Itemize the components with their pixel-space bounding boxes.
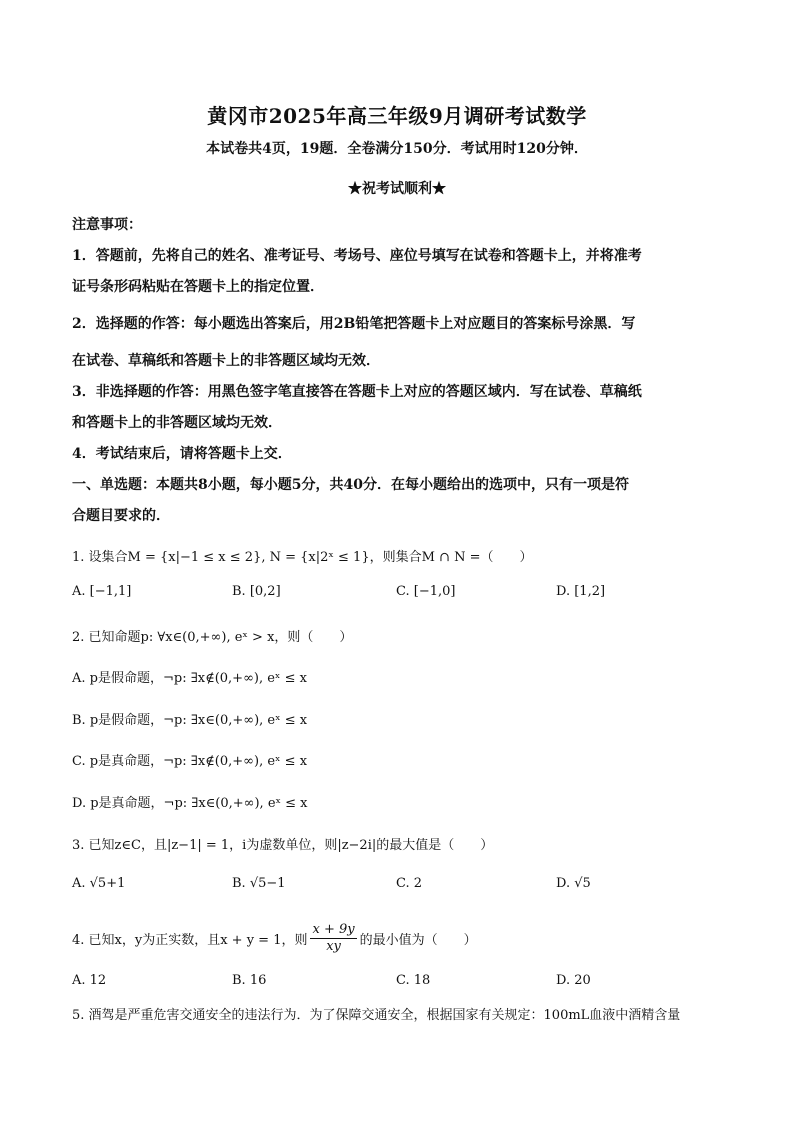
question-3-option-a: A. √5+1 (72, 876, 126, 891)
exam-info: 本试卷共4页，19题．全卷满分150分．考试用时120分钟． (206, 141, 588, 157)
question-4-option-c: C. 18 (396, 973, 431, 988)
page-title: 黄冈市2025年高三年级9月调研考试数学 (207, 104, 587, 128)
question-1-option-d: D. [1,2] (556, 584, 606, 599)
note-3-line-2: 和答题卡上的非答题区域均无效． (72, 415, 282, 431)
fraction-denominator: xy (326, 938, 341, 954)
good-luck-line: ★祝考试顺利★ (348, 181, 446, 197)
note-4: 4．考试结束后，请将答题卡上交． (72, 446, 292, 462)
question-2-option-a: A. p是假命题，¬p: ∃x∉(0,+∞), eˣ ≤ x (72, 671, 307, 686)
section-1-heading: 一、单选题：本题共8小题，每小题5分，共40分．在每小题给出的选项中，只有一项是符 (72, 477, 629, 493)
question-3-option-b: B. √5−1 (232, 876, 286, 891)
question-4-stem-pre: 4. 已知x，y为正实数，且x + y = 1，则 (72, 932, 308, 948)
question-3-option-d: D. √5 (556, 876, 591, 891)
question-2-option-d: D. p是真命题，¬p: ∃x∈(0,+∞), eˣ ≤ x (72, 796, 308, 811)
question-1-stem: 1. 设集合M = {x|−1 ≤ x ≤ 2}, N = {x|2ˣ ≤ 1}，则集合M ∩ N =（ ） (72, 550, 533, 565)
question-5-stem: 5. 酒驾是严重危害交通安全的违法行为．为了保障交通安全，根据国家有关规定：100mL血液中酒精含量 (72, 1008, 681, 1023)
section-1-heading-cont: 合题目要求的． (72, 508, 170, 524)
question-1-option-c: C. [−1,0] (396, 584, 456, 599)
notes-heading: 注意事项： (72, 217, 142, 233)
note-2-line-2: 在试卷、草稿纸和答题卡上的非答题区域均无效． (72, 353, 380, 369)
question-3-option-c: C. 2 (396, 876, 423, 891)
question-2-stem: 2. 已知命题p: ∀x∈(0,+∞), eˣ > x，则（ ） (72, 630, 353, 645)
question-2-option-c: C. p是真命题，¬p: ∃x∉(0,+∞), eˣ ≤ x (72, 754, 308, 769)
question-4-fraction (310, 922, 356, 955)
question-4-option-b: B. 16 (232, 973, 267, 988)
question-2-option-b: B. p是假命题，¬p: ∃x∈(0,+∞), eˣ ≤ x (72, 713, 308, 728)
note-3-line-1: 3．非选择题的作答：用黑色签字笔直接答在答题卡上对应的答题区域内．写在试卷、草稿纸 (72, 384, 642, 400)
question-4-option-a: A. 12 (72, 973, 107, 988)
question-1-option-a: A. [−1,1] (72, 584, 132, 599)
note-2-line-1: 2．选择题的作答：每小题选出答案后，用2B铅笔把答题卡上对应题目的答案标号涂黑．写 (72, 316, 636, 332)
question-4-option-d: D. 20 (556, 973, 591, 988)
question-1-option-b: B. [0,2] (232, 584, 281, 599)
question-4-stem-post: 的最小值为（ ） (359, 932, 477, 948)
note-1-line-1: 1．答题前，先将自己的姓名、准考证号、考场号、座位号填写在试卷和答题卡上，并将准考 (72, 248, 642, 264)
fraction-numerator: x + 9y (312, 921, 355, 937)
note-1-line-2: 证号条形码粘贴在答题卡上的指定位置． (72, 279, 324, 295)
question-3-stem: 3. 已知z∈C，且|z−1| = 1，i为虚数单位，则|z−2i|的最大值是（ ） (72, 838, 494, 853)
question-4-stem (72, 917, 722, 959)
